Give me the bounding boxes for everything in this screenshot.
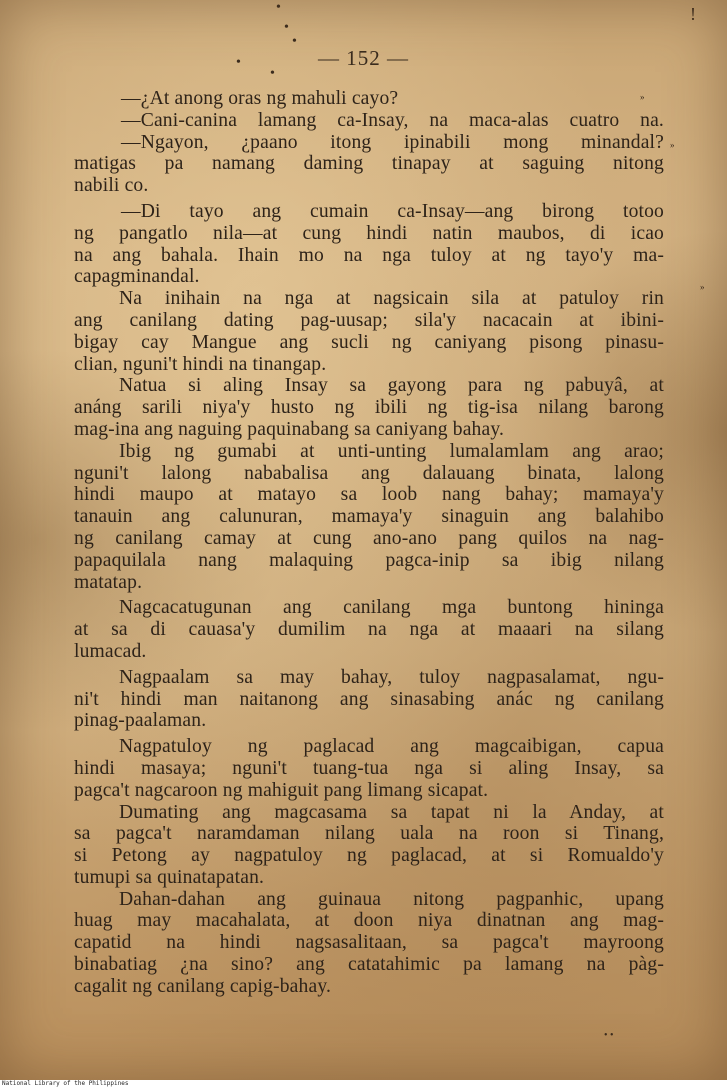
text-line: Nagcacatugunan ang canilang mga buntong hininga bbox=[119, 597, 664, 619]
text-line: pagca't nagcaroon ng mahiguit pang limang sicapat. bbox=[74, 779, 489, 801]
text-line: Na inihain na nga at nagsicain sila at patuloy rin bbox=[119, 288, 664, 310]
text-line: lumacad. bbox=[74, 640, 147, 662]
text-line: pinag-paalaman. bbox=[74, 710, 207, 732]
scanned-book-page: • • • • • ! » » » • • — 152 — —¿At anong oras ng mahuli cayo? —Cani-canina lamang ca-Insay, na maca-alas cuatro na. —Ngayon, ¿paano itong ipinabili mong minandal? matigas pa namang daming tinapay at saguing nitong nabili co. —Di tayo ang cumain ca-Insay—ang birong totoo ng pangatlo nila—at cung hindi natin maubos, di icao na ang bahala. Ihain mo na nga tuloy at ng tayo'y ma- capagminandal. Na inihain na nga at nagsicain sila at patuloy rin ang canilang dating pag-uusap; sila'y nacacain at ibini- bigay cay Mangue ang sucli ng caniyang pisong pinasu- clian, nguni't hindi na tinangap. Natua si aling Insay sa gayong para ng pabuyâ, at anáng sarili niya'y husto ng ibili ng tig-isa nilang barong mag-ina ang naguing paquinabang sa caniyang bahay. Ibig ng gumabi at unti-unting lumalamlam ang arao; nguni't lalong nababalisa ang dalauang binata, lalong hindi maupo at matayo sa loob nang bahay; mamaya'y tanauin ang calunuran, mamaya'y sinaguin ang balahibo ng canilang camay at cung ano-ano pang quilos na nag- papaquilala nang malaquing pagca-inip sa ibig nilang matatap. Nagcacatugunan ang canilang mga buntong hininga at sa di cauasa'y dumilim na nga at maaari na silang lumacad. Nagpaalam sa may bahay, tuloy nagpasalamat, ngu- ni't hindi man naitanong ang sinasabing anác ng canilang pinag-paalaman. Nagpatuloy ng paglacad ang magcaibigan, capua hindi masaya; nguni't tuang-tua nga si aling Insay, sa pagca't nagcaroon ng mahiguit pang limang sicapat. Dumating ang magcasama sa tapat ni la Anday, at sa pagca't naramdaman nilang uala na roon si Tinang, si Petong ay nagpatuloy ng paglacad, at si Romualdo'y tumupi sa quinatapatan. Dahan-dahan ang guinaua nitong pagpanhic, upang huag may macahalata, at doon niya dinatnan ang mag- capatid na hindi nagsasalitaan, sa pagca't mayroong binabatiag ¿na sino? ang catatahimic pa lamang na pàg- cagalit ng canilang capig-bahay. bbox=[0, 0, 727, 1080]
text-line: si Petong ay nagpatuloy ng paglacad, at si Romualdo'y bbox=[74, 845, 664, 867]
text-line: ang canilang dating pag-uusap; sila'y nacacain at ibini- bbox=[74, 309, 664, 331]
text-line: anáng sarili niya'y husto ng ibili ng tig-isa nilang barong bbox=[74, 397, 664, 419]
text-line: ni't hindi man naitanong ang sinasabing anác ng canilang bbox=[74, 688, 664, 710]
text-line: nabili co. bbox=[74, 175, 149, 197]
text-line: Natua si aling Insay sa gayong para ng pabuyâ, at bbox=[119, 375, 664, 397]
text-line: matigas pa namang daming tinapay at saguing nitong bbox=[74, 153, 664, 175]
text-line: —Ngayon, ¿paano itong ipinabili mong minandal? bbox=[121, 131, 664, 153]
text-line: binabatiag ¿na sino? ang catatahimic pa lamang na pàg- bbox=[74, 954, 664, 976]
text-line: tumupi sa quinatapatan. bbox=[74, 866, 265, 888]
text-line: —Cani-canina lamang ca-Insay, na maca-alas cuatro na. bbox=[121, 109, 664, 131]
body-text bbox=[74, 88, 664, 998]
text-line: papaquilala nang malaquing pagca-inip sa ibig nilang bbox=[74, 549, 664, 571]
text-line: at sa di cauasa'y dumilim na nga at maaari na silang bbox=[74, 619, 664, 641]
text-line: tanauin ang calunuran, mamaya'y sinaguin ang balahibo bbox=[74, 506, 664, 528]
text-line: hindi masaya; nguni't tuang-tua nga si aling Insay, sa bbox=[74, 757, 664, 779]
text-line: ng canilang camay at cung ano-ano pang quilos na nag- bbox=[74, 527, 664, 549]
text-line: bigay cay Mangue ang sucli ng caniyang pisong pinasu- bbox=[74, 331, 664, 353]
text-line: hindi maupo at matayo sa loob nang bahay; mamaya'y bbox=[74, 484, 664, 506]
text-line: capagminandal. bbox=[74, 266, 200, 288]
text-line: Nagpaalam sa may bahay, tuloy nagpasalamat, ngu- bbox=[119, 666, 664, 688]
text-line: Dahan-dahan ang guinaua nitong pagpanhic, upang bbox=[119, 888, 664, 910]
text-line: —¿At anong oras ng mahuli cayo? bbox=[121, 88, 399, 109]
text-line: cagalit ng canilang capig-bahay. bbox=[74, 975, 332, 997]
text-line: mag-ina ang naguing paquinabang sa caniyang bahay. bbox=[74, 418, 505, 440]
text-line: ng pangatlo nila—at cung hindi natin maubos, di icao bbox=[74, 222, 664, 244]
page-number: — 152 — bbox=[318, 46, 409, 70]
text-line: huag may macahalata, at doon niya dinatnan ang mag- bbox=[74, 910, 664, 932]
text-line: Nagpatuloy ng paglacad ang magcaibigan, capua bbox=[119, 736, 664, 758]
text-line: Ibig ng gumabi at unti-unting lumalamlam ang arao; bbox=[119, 440, 664, 462]
text-line: na ang bahala. Ihain mo na nga tuloy at ng tayo'y ma- bbox=[74, 244, 664, 266]
text-line: matatap. bbox=[74, 571, 143, 593]
text-line: capatid na hindi nagsasalitaan, sa pagca't mayroong bbox=[74, 932, 664, 954]
text-line: clian, nguni't hindi na tinangap. bbox=[74, 353, 327, 375]
text-line: nguni't lalong nababalisa ang dalauang binata, lalong bbox=[74, 462, 664, 484]
text-line: Dumating ang magcasama sa tapat ni la Anday, at bbox=[119, 801, 664, 823]
text-line: —Di tayo ang cumain ca-Insay—ang birong totoo bbox=[121, 200, 664, 222]
library-credit: National Library of the Philippines bbox=[0, 1080, 727, 1088]
text-line: sa pagca't naramdaman nilang uala na roon si Tinang, bbox=[74, 823, 664, 845]
